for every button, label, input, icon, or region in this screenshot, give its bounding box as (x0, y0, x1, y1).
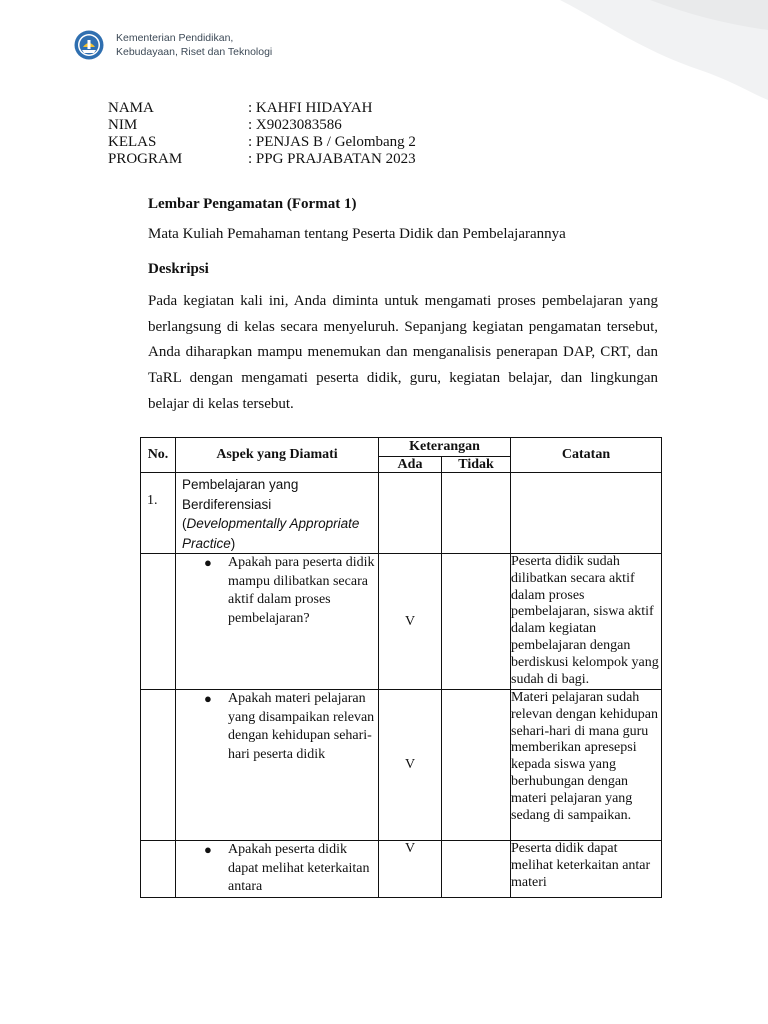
cell-ada (379, 473, 442, 554)
table-row (141, 841, 662, 898)
section-title-italic: Developmentally Appropriate Practice (182, 516, 360, 551)
identity-label: NIM (108, 117, 138, 133)
identity-value: : X9023083586 (248, 117, 342, 133)
document-title: Lembar Pengamatan (Format 1) (148, 196, 357, 212)
cell-no (141, 690, 176, 841)
cell-catatan: Peserta didik dapat melihat keterkaitan antar materi (511, 841, 662, 898)
section-title-close: ) (230, 535, 236, 551)
section-title (176, 473, 379, 554)
table-row-section (141, 473, 662, 554)
section-title-text: Pembelajaran yang Berdiferensiasi ( (182, 477, 299, 531)
identity-row-program (108, 151, 416, 168)
identity-label: KELAS (108, 134, 157, 150)
identity-value: : KAHFI HIDAYAH (248, 100, 373, 116)
cell-ada: V (379, 554, 442, 690)
description-heading: Deskripsi (148, 261, 209, 277)
cell-no (141, 554, 176, 690)
cell-tidak (442, 841, 511, 898)
header-tidak: Tidak (442, 457, 511, 473)
header-catatan: Catatan (511, 438, 662, 473)
cell-aspek (176, 554, 379, 690)
observation-table (140, 437, 662, 898)
bullet-icon: ● (204, 555, 212, 570)
header-ada: Ada (379, 457, 442, 473)
ministry-name-line1: Kementerian Pendidikan, (116, 32, 234, 44)
cell-no (141, 841, 176, 898)
aspek-text: Apakah peserta didik dapat melihat keterkaitan antara (228, 842, 370, 894)
identity-label: NAMA (108, 100, 154, 116)
identity-row-nama (108, 100, 416, 117)
cell-catatan (511, 473, 662, 554)
identity-label: PROGRAM (108, 151, 183, 167)
cell-ada: V (379, 841, 442, 898)
identity-value: : PPG PRAJABATAN 2023 (248, 151, 416, 167)
cell-tidak (442, 554, 511, 690)
table-row (141, 690, 662, 841)
description-paragraph: Pada kegiatan kali ini, Anda diminta untuk mengamati proses pembelajaran yang berlangsung di kelas secara menyeluruh. Sepanjang kegiatan pengamatan tersebut, Anda diharapkan mampu menemukan dan menganalisis penerapan DAP, CRT, dan TaRL dengan mengamati peserta didik, guru, kegiatan belajar, dan lingkungan belajar di kelas tersebut. (148, 293, 658, 412)
header-aspek: Aspek yang Diamati (176, 438, 379, 473)
bullet-icon: ● (204, 691, 212, 706)
ministry-name (116, 31, 272, 59)
header-keterangan: Keterangan (379, 438, 511, 457)
section-number: 1. (141, 473, 176, 554)
cell-aspek (176, 690, 379, 841)
table-header-row (141, 438, 662, 457)
identity-row-nim (108, 117, 416, 134)
cell-catatan: Materi pelajaran sudah relevan dengan kehidupan sehari-hari di mana guru memberikan apresepsi kepada siswa yang berhubungan dengan materi pelajaran yang sedang di sampaikan. (511, 690, 662, 841)
table-row (141, 554, 662, 690)
aspek-text: Apakah materi pelajaran yang disampaikan relevan dengan kehidupan sehari-hari peserta didik (228, 691, 375, 762)
course-name: Mata Kuliah Pemahaman tentang Peserta Didik dan Pembelajarannya (148, 226, 566, 242)
cell-tidak (442, 690, 511, 841)
cell-catatan: Peserta didik sudah dilibatkan secara aktif dalam proses pembelajaran, siswa aktif dalam kegiatan pembelajaran dengan berdiskusi kelompok yang sudah di bagi. (511, 554, 662, 690)
aspek-text: Apakah para peserta didik mampu dilibatkan secara aktif dalam proses pembelajaran? (228, 555, 375, 626)
cell-aspek (176, 841, 379, 898)
cell-tidak (442, 473, 511, 554)
identity-value: : PENJAS B / Gelombang 2 (248, 134, 416, 150)
ministry-name-line2: Kebudayaan, Riset dan Teknologi (116, 46, 273, 58)
bullet-icon: ● (204, 842, 212, 857)
header-no: No. (141, 438, 176, 473)
ministry-header (74, 30, 272, 60)
identity-row-kelas (108, 134, 416, 151)
student-identity (108, 100, 416, 168)
tut-wuri-handayani-logo-icon (74, 30, 104, 60)
cell-ada: V (379, 690, 442, 841)
